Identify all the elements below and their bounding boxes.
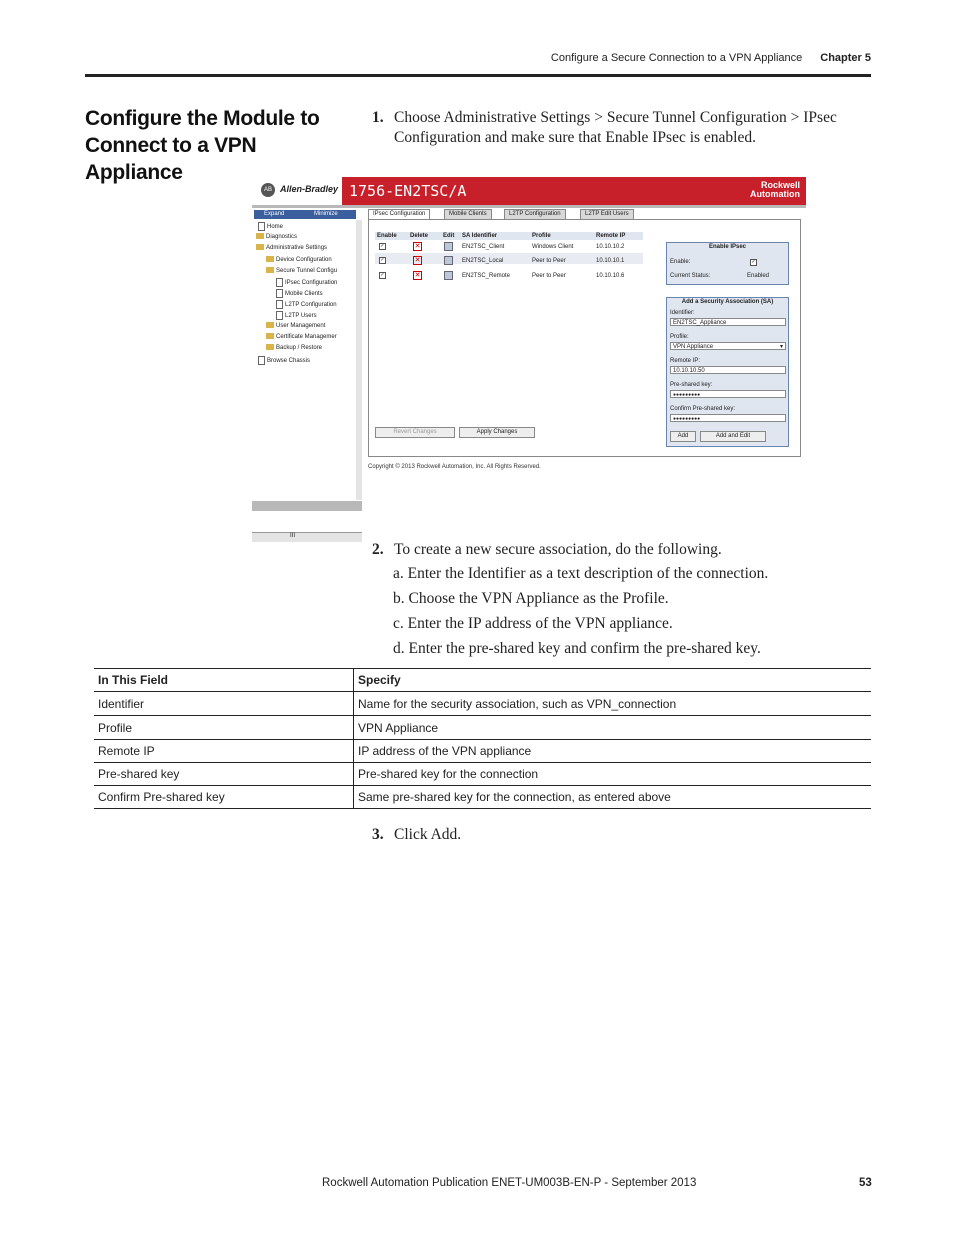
tree-label: L2TP Users bbox=[285, 313, 317, 320]
tree-diagnostics[interactable] bbox=[256, 233, 297, 241]
folder-open-icon bbox=[266, 267, 274, 273]
tab-content bbox=[368, 219, 801, 457]
table-row bbox=[94, 785, 871, 809]
table-header-row bbox=[94, 668, 871, 692]
tab-mobile-clients[interactable]: Mobile Clients bbox=[444, 209, 492, 220]
col-sa-identifier: SA Identifier bbox=[462, 233, 498, 239]
tree-l2tp-users[interactable] bbox=[276, 311, 317, 320]
enable-ipsec-title: Enable IPsec bbox=[708, 244, 747, 250]
revert-changes-button[interactable]: Revert Changes bbox=[375, 427, 455, 438]
delete-icon[interactable]: ✕ bbox=[414, 257, 421, 264]
confirm-psk-input[interactable]: ●●●●●●●●● bbox=[670, 414, 786, 422]
copyright-text: Copyright © 2013 Rockwell Automation, Inc. All Rights Reserved. bbox=[368, 464, 541, 470]
tab-ipsec-configuration[interactable]: IPsec Configuration bbox=[368, 209, 430, 220]
folder-icon bbox=[266, 256, 274, 262]
running-header bbox=[551, 52, 871, 64]
step-2-text: To create a new secure association, do the following. bbox=[394, 541, 722, 558]
tree-user-management[interactable] bbox=[266, 322, 325, 330]
module-web-page-screenshot bbox=[252, 177, 806, 539]
tree-mobile-clients[interactable] bbox=[276, 289, 323, 298]
page-number: 53 bbox=[859, 1177, 872, 1189]
step-1-text: Choose Administrative Settings > Secure Tunnel Configuration > IPsec Configuration and make sure that Enable IPsec is enabled. bbox=[394, 109, 837, 146]
tree-administrative-settings[interactable] bbox=[256, 244, 327, 252]
brand-name: Allen-Bradley bbox=[280, 184, 339, 194]
title-line-1: Configure the Module to bbox=[85, 107, 320, 130]
enable-checkbox[interactable]: ✓ bbox=[380, 272, 385, 278]
specify-cell: Same pre-shared key for the connection, as entered above bbox=[358, 790, 671, 804]
page-icon bbox=[276, 278, 283, 287]
specify-cell: VPN Appliance bbox=[358, 721, 439, 735]
step-3-text: Click Add. bbox=[394, 826, 462, 843]
apply-changes-button[interactable]: Apply Changes bbox=[459, 427, 535, 438]
horizontal-scrollbar[interactable] bbox=[252, 532, 362, 542]
step-2-number: 2. bbox=[372, 541, 384, 558]
tree-secure-tunnel[interactable] bbox=[266, 267, 337, 275]
enable-checkbox[interactable]: ✓ bbox=[380, 243, 385, 249]
psk-input[interactable]: ●●●●●●●●● bbox=[670, 390, 786, 398]
rockwell-line-1: Rockwell bbox=[760, 180, 800, 190]
tree-label: Device Configuration bbox=[276, 257, 332, 263]
add-sa-title: Add a Security Association (SA) bbox=[681, 299, 774, 305]
col-delete: Delete bbox=[410, 233, 429, 239]
scroll-grip: III bbox=[290, 533, 296, 539]
tree-label: Backup / Restore bbox=[276, 345, 323, 351]
tab-l2tp-edit-users[interactable]: L2TP Edit Users bbox=[580, 209, 634, 220]
edit-icon[interactable] bbox=[444, 256, 453, 265]
step-1-number: 1. bbox=[372, 109, 384, 126]
table-row bbox=[94, 762, 871, 786]
step-2d: d. Enter the pre-shared key and confirm the pre-shared key. bbox=[393, 640, 761, 657]
sa-remote-ip: 10.10.10.2 bbox=[596, 244, 625, 250]
sa-identifier: EN2TSC_Client bbox=[462, 244, 505, 250]
tree-label: L2TP Configuration bbox=[285, 302, 337, 309]
tree-label: Administrative Settings bbox=[266, 245, 328, 251]
tree-backup-restore[interactable] bbox=[266, 344, 322, 352]
remote-ip-input[interactable]: 10.10.10.50 bbox=[670, 366, 786, 374]
edit-icon[interactable] bbox=[444, 271, 453, 280]
tab-l2tp-configuration[interactable]: L2TP Configuration bbox=[504, 209, 566, 220]
enable-ipsec-checkbox[interactable]: ✓ bbox=[751, 259, 756, 265]
add-sa-panel bbox=[666, 297, 789, 447]
header-in-this-field: In This Field bbox=[98, 673, 169, 687]
enable-ipsec-panel bbox=[666, 242, 789, 285]
page-icon bbox=[276, 300, 283, 309]
identifier-label: Identifier: bbox=[670, 310, 695, 316]
tree-browse-chassis[interactable] bbox=[258, 356, 310, 365]
enable-label: Enable: bbox=[670, 259, 691, 265]
column-divider bbox=[353, 692, 354, 715]
col-remote-ip: Remote IP bbox=[596, 233, 626, 239]
page-icon bbox=[258, 356, 265, 365]
field-cell: Confirm Pre-shared key bbox=[98, 790, 225, 804]
folder-open-icon bbox=[256, 244, 264, 250]
content-pane bbox=[362, 208, 806, 511]
allen-bradley-logo bbox=[252, 177, 342, 205]
tree-label: Secure Tunnel Configu bbox=[276, 268, 338, 274]
field-cell: Pre-shared key bbox=[98, 767, 180, 781]
expand-link[interactable]: Expand bbox=[264, 211, 285, 217]
nav-toolbar bbox=[254, 210, 356, 219]
module-model: 1756-EN2TSC/A bbox=[349, 182, 467, 200]
sa-remote-ip: 10.10.10.6 bbox=[596, 273, 625, 279]
minimize-link[interactable]: Minimize bbox=[314, 211, 338, 217]
column-divider bbox=[353, 762, 354, 785]
header-section: Configure a Secure Connection to a VPN Appliance bbox=[550, 52, 803, 64]
page-icon bbox=[258, 222, 265, 231]
tree-home[interactable] bbox=[258, 222, 283, 231]
tree-label: Home bbox=[267, 224, 284, 231]
title-line-2: Connect to a VPN Appliance bbox=[85, 134, 257, 184]
tree-l2tp-configuration[interactable] bbox=[276, 300, 337, 309]
col-edit: Edit bbox=[443, 233, 455, 239]
tree-label: Mobile Clients bbox=[285, 291, 323, 298]
column-divider bbox=[353, 716, 354, 739]
add-button[interactable]: Add bbox=[670, 431, 696, 442]
rockwell-line-2: Automation bbox=[750, 189, 800, 199]
navigation-pane bbox=[252, 208, 363, 539]
sa-profile: Windows Client bbox=[532, 244, 574, 250]
specify-cell: IP address of the VPN appliance bbox=[358, 744, 532, 758]
edit-icon[interactable] bbox=[444, 242, 453, 251]
current-status-value: Enabled bbox=[747, 273, 770, 279]
header-chapter: Chapter 5 bbox=[820, 52, 871, 64]
chevron-down-icon: ▾ bbox=[779, 344, 783, 350]
header-rule bbox=[85, 74, 871, 77]
table-row bbox=[94, 692, 871, 716]
profile-label: Profile: bbox=[670, 334, 689, 340]
confirm-psk-label: Confirm Pre-shared key: bbox=[670, 406, 736, 412]
add-and-edit-button[interactable]: Add and Edit bbox=[700, 431, 766, 442]
tree-label: Certificate Managemer bbox=[276, 334, 337, 340]
column-divider bbox=[353, 739, 354, 762]
tree-device-configuration[interactable] bbox=[266, 256, 332, 264]
folder-icon bbox=[266, 322, 274, 328]
tree-certificate-management[interactable] bbox=[266, 333, 337, 341]
page-icon bbox=[276, 289, 283, 298]
tree-ipsec-configuration[interactable] bbox=[276, 278, 337, 287]
enable-checkbox[interactable]: ✓ bbox=[380, 257, 385, 263]
col-enable: Enable bbox=[377, 233, 397, 239]
ab-badge-icon: AB bbox=[261, 183, 275, 197]
tree-label: Browse Chassis bbox=[267, 358, 311, 365]
delete-icon[interactable]: ✕ bbox=[414, 272, 421, 279]
field-cell: Profile bbox=[98, 721, 133, 735]
remote-ip-label: Remote IP: bbox=[670, 358, 701, 364]
step-2b: b. Choose the VPN Appliance as the Profile. bbox=[393, 590, 669, 607]
publication-footer: Rockwell Automation Publication ENET-UM003B-EN-P - September 2013 bbox=[322, 1177, 697, 1189]
identifier-input[interactable]: EN2TSC_Appliance bbox=[670, 318, 786, 326]
folder-icon bbox=[256, 233, 264, 239]
tree-label: User Management bbox=[276, 323, 326, 329]
page-icon bbox=[276, 311, 283, 320]
profile-select[interactable] bbox=[670, 342, 786, 350]
step-3-number: 3. bbox=[372, 826, 384, 843]
section-title bbox=[85, 105, 355, 186]
folder-icon bbox=[266, 344, 274, 350]
specify-cell: Name for the security association, such as VPN_connection bbox=[358, 697, 677, 711]
sa-identifier: EN2TSC_Remote bbox=[462, 273, 511, 279]
col-profile: Profile bbox=[532, 233, 551, 239]
sa-profile: Peer to Peer bbox=[532, 258, 566, 264]
sa-profile: Peer to Peer bbox=[532, 273, 566, 279]
table-row bbox=[94, 716, 871, 740]
step-2c: c. Enter the IP address of the VPN appliance. bbox=[393, 615, 673, 632]
specify-cell: Pre-shared key for the connection bbox=[358, 767, 539, 781]
rockwell-logo bbox=[750, 181, 800, 199]
profile-selected-value: VPN Appliance bbox=[673, 344, 714, 350]
column-divider bbox=[353, 668, 354, 691]
tree-label: IPsec Configuration bbox=[285, 280, 338, 287]
column-divider bbox=[353, 785, 354, 808]
step-2a: a. Enter the Identifier as a text description of the connection. bbox=[393, 565, 769, 582]
delete-icon[interactable]: ✕ bbox=[414, 243, 421, 250]
psk-label: Pre-shared key: bbox=[670, 382, 713, 388]
field-cell: Remote IP bbox=[98, 744, 155, 758]
header-specify: Specify bbox=[358, 673, 401, 687]
sa-remote-ip: 10.10.10.1 bbox=[596, 258, 625, 264]
current-status-label: Current Status: bbox=[670, 273, 711, 279]
field-cell: Identifier bbox=[98, 697, 145, 711]
folder-icon bbox=[266, 333, 274, 339]
sa-identifier: EN2TSC_Local bbox=[462, 258, 504, 264]
table-row bbox=[94, 739, 871, 763]
tree-label: Diagnostics bbox=[266, 234, 298, 240]
